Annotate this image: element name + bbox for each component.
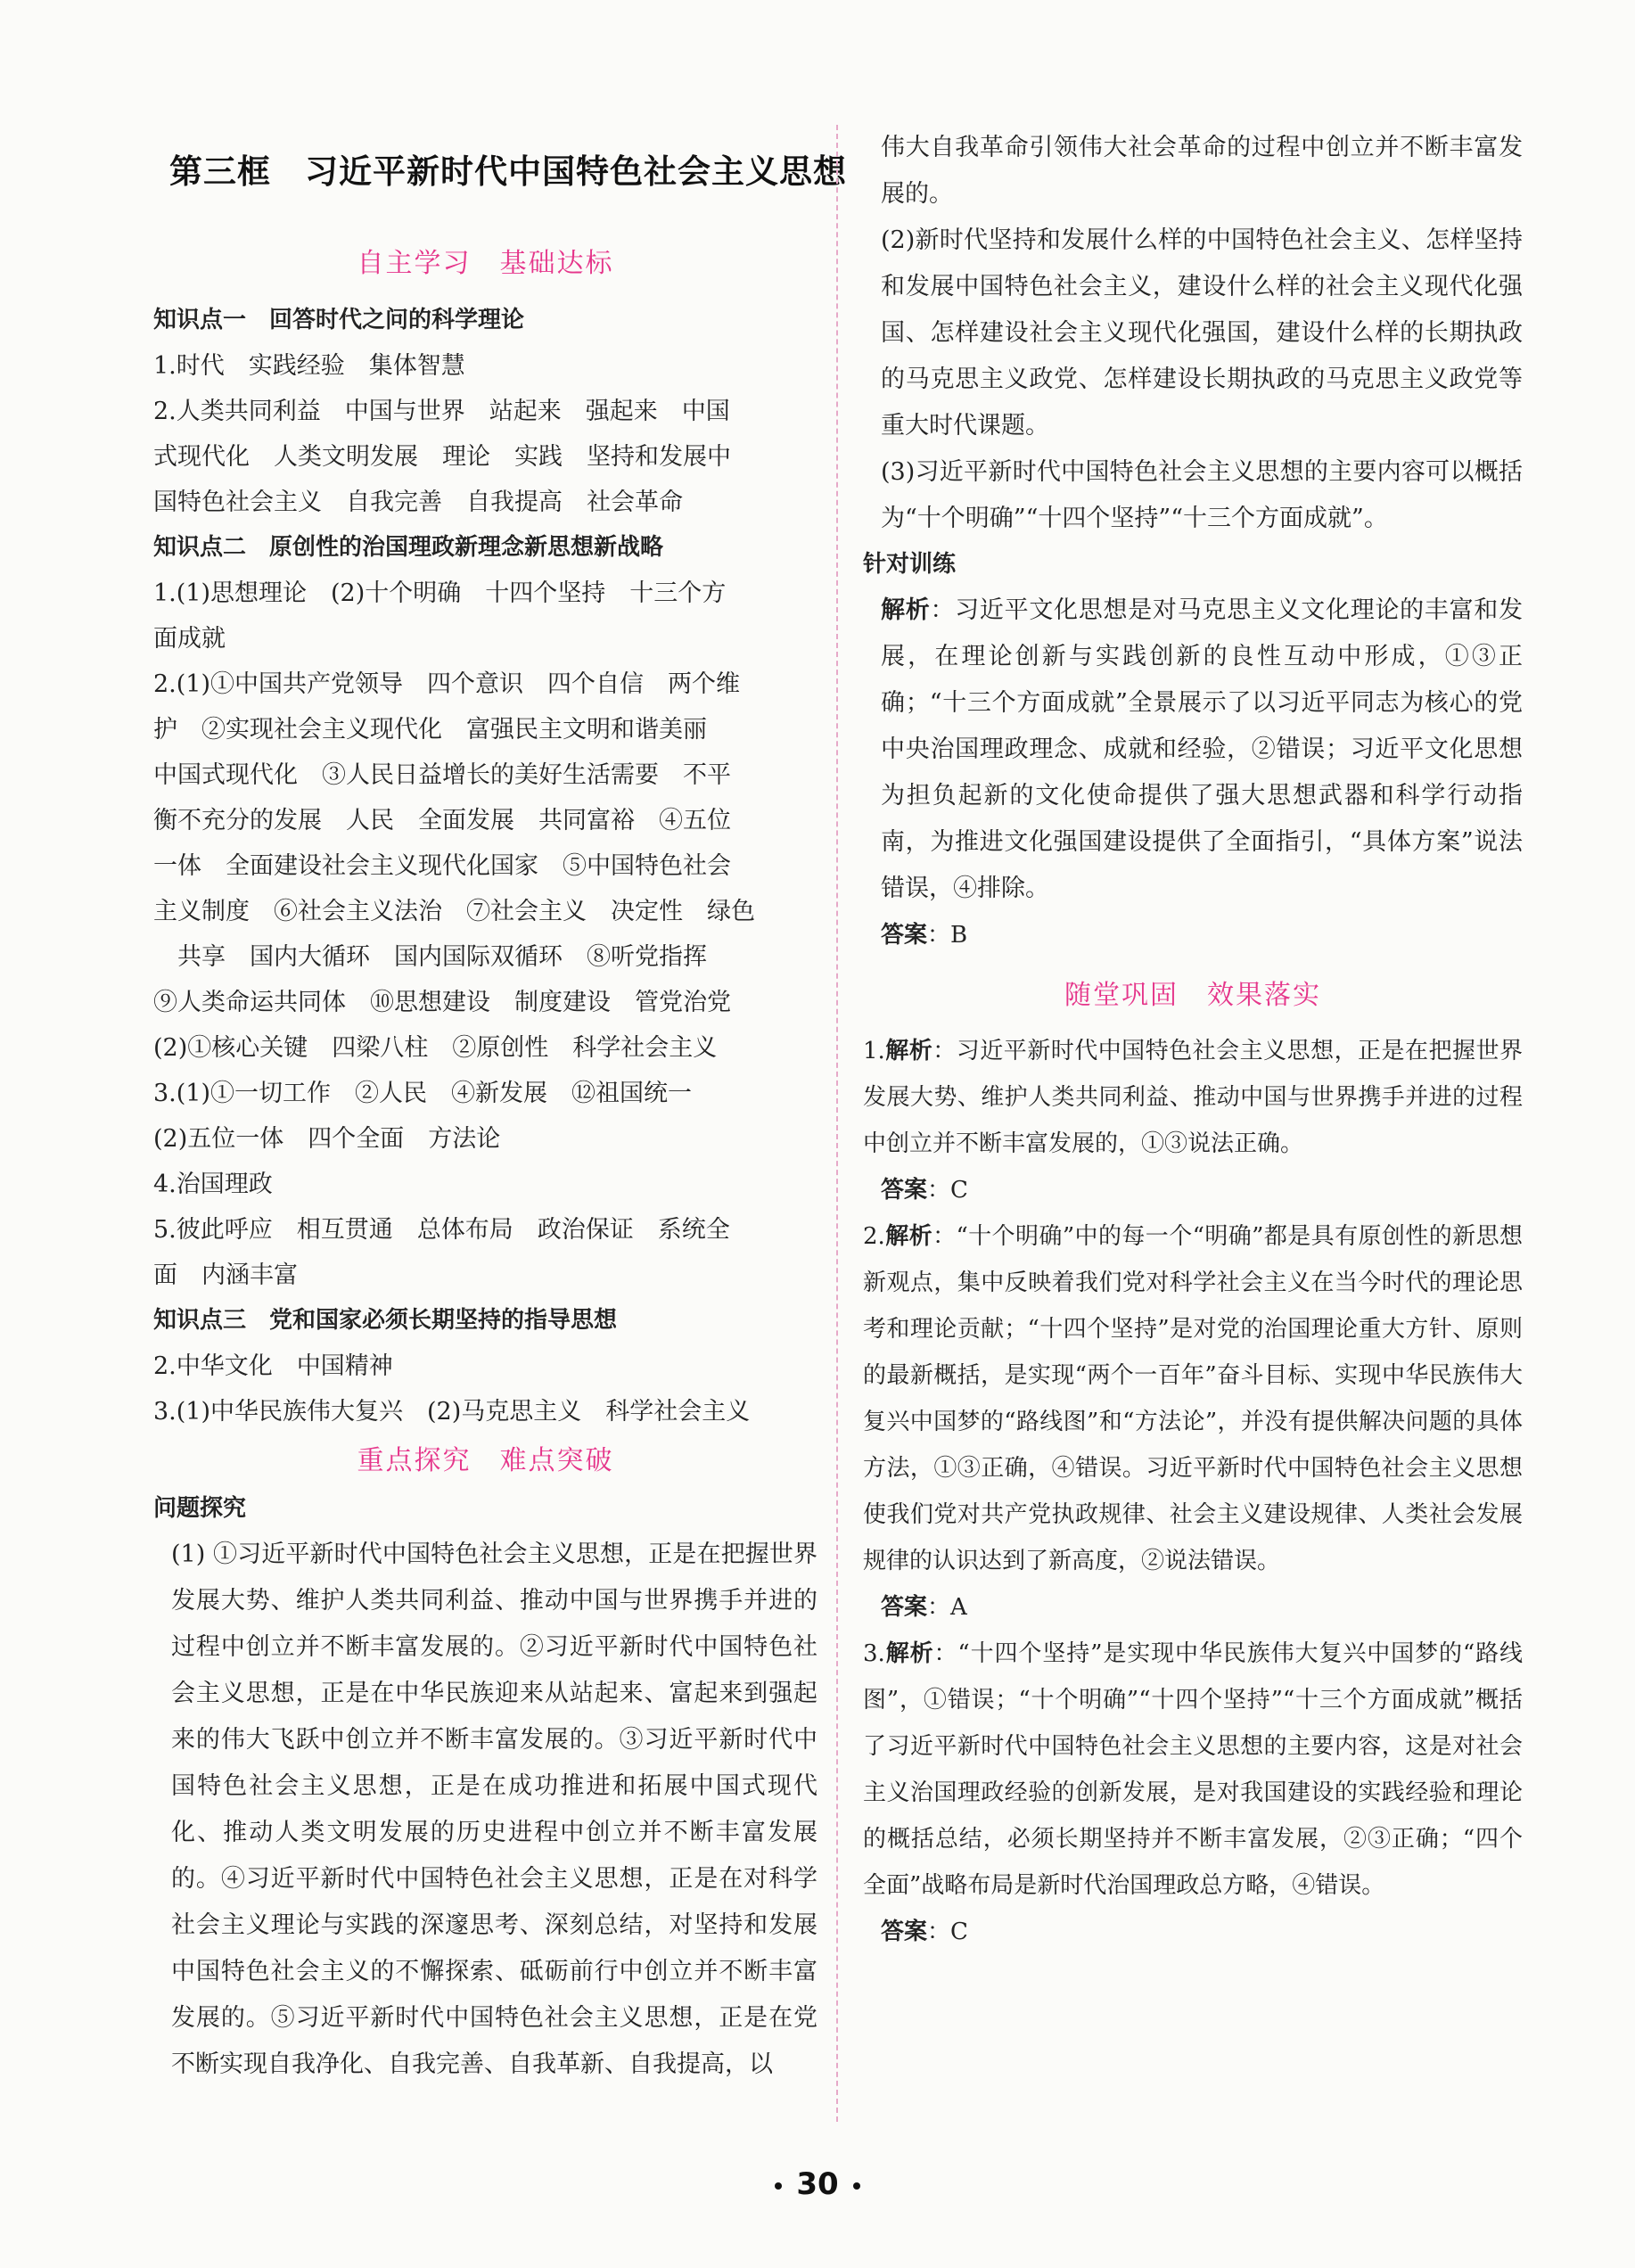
kp1-line: 式现代化 人类文明发展 理论 实践 坚持和发展中 [153,443,731,471]
training-analysis [863,588,1523,912]
kp2-line: 主义制度 ⑥社会主义法治 ⑦社会主义 决定性 绿色 [153,898,755,925]
kp2-line: 1.(1)思想理论 (2)十个明确 十四个坚持 十三个方 [153,579,727,607]
problem-inquiry-paragraph: (1) ①习近平新时代中国特色社会主义思想，正是在把握世界发展大势、维护人类共同利益、推动中国与世界携手并进的过程中创立并不断丰富发展的。②习近平新时代中国特色社会主义思想，正是在中华民族迎来从站起来、富起来到强起来的伟大飞跃中创立并不断丰富发展的。③习近平新时代中国特色社会主义思想，正是在成功推进和拓展中国式现代化、推动人类文明发展的历史进程中创立并不断丰富发展的。④习近平新时代中国特色社会主义思想，正是在对科学社会主义理论与实践的深邃思考、深刻总结，对坚持和发展中国特色社会主义的不懈探索、砥砺前行中创立并不断丰富发展的。⑤习近平新时代中国特色社会主义思想，正是在党不断实现自我净化、自我完善、自我革新、自我提高，以 [171,1541,818,2078]
answer-label: 答案 [881,1594,928,1621]
training-answer [863,912,1523,958]
page-number [0,2166,1635,2202]
question-number: 1. [863,1038,885,1064]
kp2-line: 中国式现代化 ③人民日益增长的美好生活需要 不平 [153,761,731,789]
paragraph-3: (3)习近平新时代中国特色社会主义思想的主要内容可以概括为“十个明确”“十四个坚持”“十三个方面成就”。 [881,458,1523,532]
answer-value: ：C [927,1919,968,1945]
knowledge-point-1-title: 知识点一 回答时代之问的科学理论 [153,307,525,333]
question-text: ：“十个明确”中的每一个“明确”都是具有原创性的新思想新观点，集中反映着我们党对科学社会主义在当今时代的理论思考和理论贡献；“十四个坚持”是对党的治国理论重大方针、原则的最新概括，是实现“两个一百年”奋斗目标、实现中华民族伟大复兴中国梦的“路线图”和“方法论”，并没有提供解决问题的具体方法，①③正确，④错误。习近平新时代中国特色社会主义思想使我们党对共产党执政规律、社会主义建设规律、人类社会发展规律的认识达到了新高度，②说法错误。 [863,1223,1523,1574]
kp2-line: 衡不充分的发展 人民 全面发展 共同富裕 ④五位 [153,807,731,834]
kp3-line: 3.(1)中华民族伟大复兴 (2)马克思主义 科学社会主义 [153,1398,751,1426]
paragraph-2: (2)新时代坚持和发展什么样的中国特色社会主义、怎样坚持和发展中国特色社会主义，建设什么样的社会主义现代化强国、怎样建设社会主义现代化强国，建设什么样的长期执政的马克思主义政党、怎样建设长期执政的马克思主义政党等重大时代课题。 [881,226,1523,440]
kp2-line: 5.彼此呼应 相互贯通 总体布局 政治保证 系统全 [153,1216,730,1244]
problem-inquiry-title: 问题探究 [153,1495,247,1522]
question-number: 3. [863,1640,885,1667]
answer-value: ：A [927,1594,967,1621]
kp2-line: 面 内涵丰富 [153,1261,298,1289]
kp2-line: 共享 国内大循环 国内国际双循环 ⑧听党指挥 [153,943,707,971]
question-1 [863,1028,1523,1167]
answer-label: 答案 [881,922,928,949]
answer-label: 答案 [881,1919,928,1945]
continued-paragraph: 伟大自我革命引领伟大社会革命的过程中创立并不断丰富发展的。 [881,134,1523,208]
question-1-answer [863,1167,1523,1213]
analysis-label: 解析 [884,1223,933,1250]
knowledge-point-2-title: 知识点二 原创性的治国理政新理念新思想新战略 [153,534,664,561]
bullet-dot-icon [853,2182,860,2190]
knowledge-point-3-title: 知识点三 党和国家必须长期坚持的指导思想 [153,1307,618,1334]
kp2-line: 面成就 [153,625,226,653]
question-number: 2. [863,1223,885,1250]
kp3-line: 2.中华文化 中国精神 [153,1352,393,1380]
analysis-label: 解析 [884,1038,933,1064]
section-title-consolidation: 随堂巩固 效果落实 [1064,980,1321,1011]
kp1-line: 2.人类共同利益 中国与世界 站起来 强起来 中国 [153,398,730,425]
question-2 [863,1213,1523,1584]
question-text: ：“十四个坚持”是实现中华民族伟大复兴中国梦的“路线图”，①错误；“十个明确”“十四个坚持”“十三个方面成就”概括了习近平新时代中国特色社会主义思想的主要内容，这是对社会主义治国理政经验的创新发展，是对我国建设的实践经验和理论的概括总结，必须长期坚持并不断丰富发展，②③正确；“四个全面”战略布局是新时代治国理政总方略，④错误。 [863,1640,1523,1899]
question-text: ：习近平新时代中国特色社会主义思想，正是在把握世界发展大势、维护人类共同利益、推动中国与世界携手并进的过程中创立并不断丰富发展的，①③说法正确。 [863,1038,1523,1157]
kp2-line: 一体 全面建设社会主义现代化国家 ⑤中国特色社会 [153,852,731,880]
page-number-value: 30 [796,2166,839,2202]
question-2-answer [863,1584,1523,1631]
answer-value: ：B [927,922,968,949]
section-title-self-study: 自主学习 基础达标 [357,248,614,279]
kp2-line: 护 ②实现社会主义现代化 富强民主文明和谐美丽 [153,716,707,744]
analysis-label: 解析 [881,596,931,624]
page-title: 第三框 习近平新时代中国特色社会主义思想 [169,152,847,191]
question-3-answer [863,1909,1523,1955]
answer-value: ：C [927,1177,968,1204]
kp2-line: 3.(1)①一切工作 ②人民 ④新发展 ⑫祖国统一 [153,1080,693,1107]
kp2-line: (2)五位一体 四个全面 方法论 [153,1125,501,1153]
bullet-dot-icon [775,2182,782,2190]
kp1-line: 国特色社会主义 自我完善 自我提高 社会革命 [153,489,683,516]
kp1-line: 1.时代 实践经验 集体智慧 [153,352,465,380]
left-column [153,232,818,2088]
question-3 [863,1631,1523,1909]
kp2-line: 2.(1)①中国共产党领导 四个意识 四个自信 两个维 [153,670,741,698]
kp2-line: ⑨人类命运共同体 ⑩思想建设 制度建设 管党治党 [153,989,731,1016]
section-title-key-points: 重点探究 难点突破 [357,1445,614,1476]
column-divider [836,125,838,2122]
analysis-label: 解析 [884,1640,934,1667]
right-column [863,125,1523,1955]
kp2-line: 4.治国理政 [153,1171,273,1198]
analysis-text: ：习近平文化思想是对马克思主义文化理论的丰富和发展，在理论创新与实践创新的良性互动中形成，①③正确；“十三个方面成就”全景展示了以习近平同志为核心的党中央治国理政理念、成就和经验，②错误；习近平文化思想为担负起新的文化使命提供了强大思想武器和科学行动指南，为推进文化强国建设提供了全面指引，“具体方案”说法错误，④排除。 [881,596,1524,902]
targeted-training-title: 针对训练 [863,551,957,578]
kp2-line: (2)①核心关键 四梁八柱 ②原创性 科学社会主义 [153,1034,718,1062]
answer-label: 答案 [881,1177,928,1204]
